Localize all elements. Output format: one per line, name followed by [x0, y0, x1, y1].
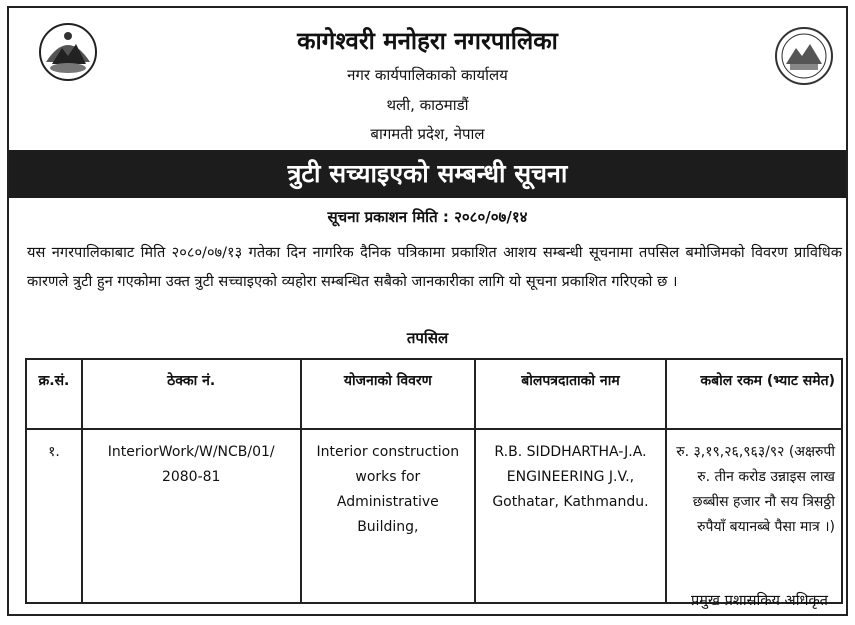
header-amount: कबोल रकम (भ्याट समेत) [666, 359, 842, 429]
table-row [26, 429, 842, 603]
publication-date: सूचना प्रकाशन मिति : २०८०/०७/१४ [327, 208, 528, 226]
address-line1: थली, काठमाडौं [386, 96, 469, 114]
cell-bidder: R.B. SIDDHARTHA-J.A. ENGINEERING J.V., Gothatar, Kathmandu. [475, 429, 666, 603]
notice-title-banner: त्रुटी सच्याइएको सम्बन्धी सूचना [9, 150, 846, 198]
header-sn: क्र.सं. [26, 359, 82, 429]
header-contract-no: ठेक्का नं. [82, 359, 301, 429]
header-description: योजनाको विवरण [301, 359, 476, 429]
cell-contract-no: InteriorWork/W/NCB/01/ 2080-81 [82, 429, 301, 603]
office-name: नगर कार्यपालिकाको कार्यालय [347, 66, 508, 84]
schedule-heading: तपसिल [406, 329, 449, 347]
signatory-title: प्रमुख प्रशासकिय अधिकृत [690, 592, 828, 609]
address-line2: बागमती प्रदेश, नेपाल [370, 125, 485, 143]
notice-body: यस नगरपालिकाबाट मिति २०८०/०७/१३ गतेका दिन नागरिक दैनिक पत्रिकामा प्रकाशित आशय सम्बन्धी सूचनामा तपसिल बमोजिमको विवरण प्राविधिक कारणले त्रुटी हुन गएकोमा उक्त त्रुटी सच्चाइएको व्यहोरा सम्बन्धित सबैको जानकारीका लागि यो सूचना प्रकाशित गरिएको छ । [27, 244, 842, 290]
details-table [25, 358, 843, 604]
header-bidder: बोलपत्रदाताको नाम [475, 359, 666, 429]
org-name: कागेश्वरी मनोहरा नगरपालिका [297, 27, 558, 55]
cell-sn: १. [26, 429, 82, 603]
municipality-seal-icon [774, 26, 834, 86]
cell-amount: रु. ३,१९,२६,९६३/९२ (अक्षरुपी रु. तीन करोड उन्नाइस लाख छब्बीस हजार नौ सय त्रिसठ्ठी रुपैयाँ बयानब्बे पैसा मात्र ।) [666, 429, 842, 603]
cell-description: Interior construction works for Administrative Building, [301, 429, 476, 603]
header [9, 8, 846, 150]
table-header-row [26, 359, 842, 429]
notice-frame [7, 6, 848, 616]
